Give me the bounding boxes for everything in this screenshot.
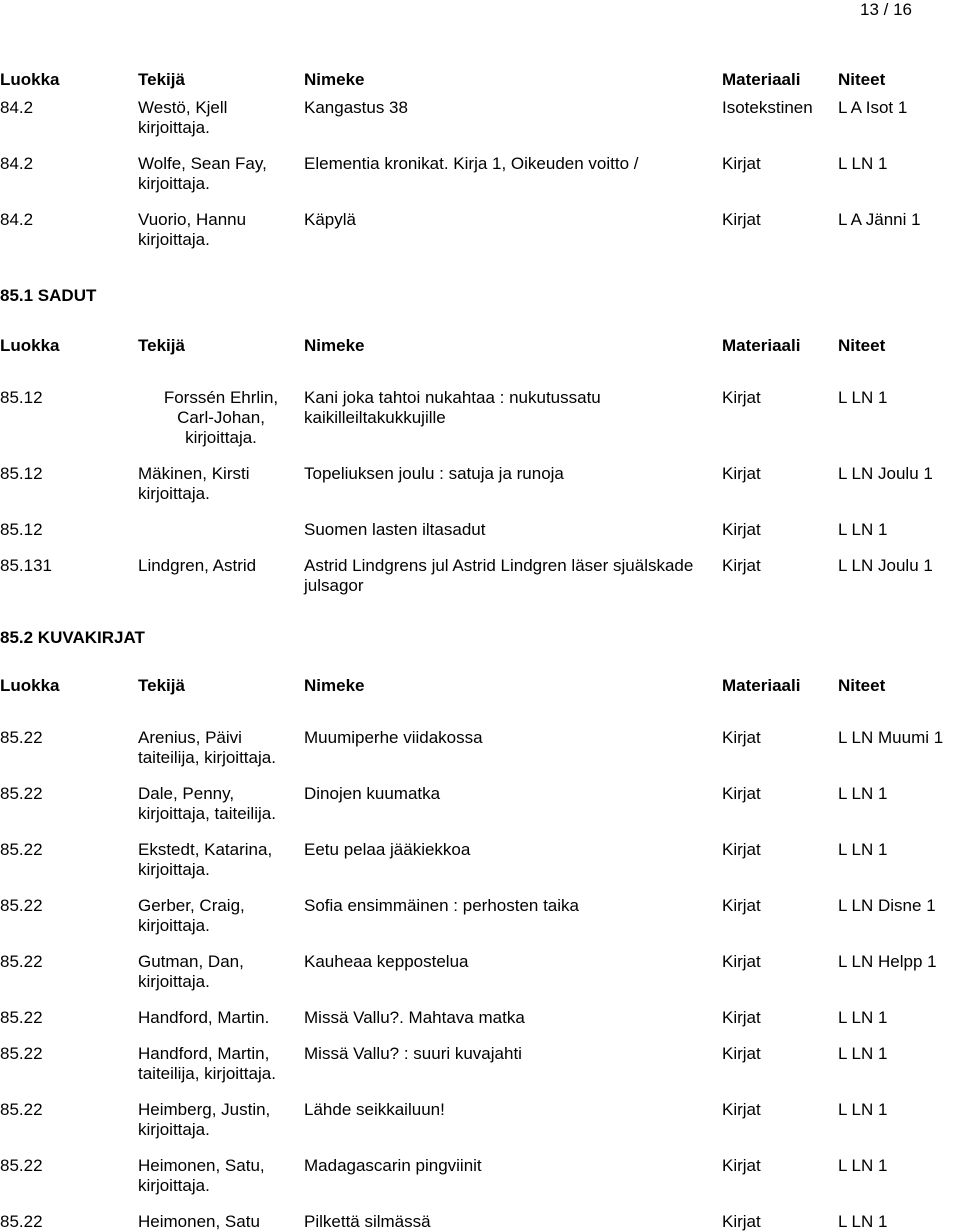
cell-nimeke bbox=[304, 728, 722, 768]
cell-luokka: 85.12 bbox=[0, 464, 43, 483]
cell-luokka: 85.12 bbox=[0, 388, 43, 407]
cell-luokka: 85.22 bbox=[0, 1156, 43, 1175]
cell-materiaali: Kirjat bbox=[722, 464, 761, 483]
table-row bbox=[0, 1008, 960, 1028]
cell-tekija bbox=[138, 784, 304, 824]
author-line: kirjoittaja. bbox=[138, 860, 210, 879]
title-line: Astrid Lindgrens jul Astrid Lindgren läser sju bbox=[304, 556, 635, 575]
cell-tekija bbox=[138, 154, 304, 194]
section-heading: 85.2 KUVAKIRJAT bbox=[0, 628, 145, 647]
author-line: Mäkinen, Kirsti bbox=[138, 464, 250, 483]
author-line: kirjoittaja. bbox=[138, 118, 210, 137]
cell-materiaali: Kirjat bbox=[722, 1044, 761, 1063]
cell-materiaali: Isotekstinen bbox=[722, 98, 813, 117]
cell-luokka: 85.22 bbox=[0, 728, 43, 747]
cell-luokka: 85.22 bbox=[0, 896, 43, 915]
author-line: kirjoittaja. bbox=[138, 972, 210, 991]
header-niteet: Niteet bbox=[838, 336, 886, 355]
header-nimeke: Nimeke bbox=[304, 676, 365, 695]
cell-luokka: 85.22 bbox=[0, 1044, 43, 1063]
author-line: Handford, Martin, bbox=[138, 1044, 270, 1063]
title-line: Missä Vallu?. Mahtava matka bbox=[304, 1008, 525, 1027]
cell-luokka: 85.22 bbox=[0, 1212, 43, 1231]
title-line: Pilkettä silmässä bbox=[304, 1212, 431, 1231]
table-row bbox=[0, 728, 960, 768]
cell-luokka: 84.2 bbox=[0, 98, 34, 117]
cell-luokka: 85.22 bbox=[0, 1008, 43, 1027]
cell-nimeke bbox=[304, 210, 722, 250]
cell-nimeke bbox=[304, 556, 722, 596]
table-row bbox=[0, 1100, 960, 1140]
cell-nimeke bbox=[304, 896, 722, 936]
cell-niteet: L LN Disne 1 bbox=[838, 896, 936, 915]
cell-materiaali: Kirjat bbox=[722, 154, 761, 173]
column-header-row bbox=[0, 336, 960, 356]
table-row bbox=[0, 464, 960, 504]
cell-luokka: 84.2 bbox=[0, 210, 34, 229]
cell-materiaali: Kirjat bbox=[722, 840, 761, 859]
author-line: Vuorio, Hannu bbox=[138, 210, 247, 229]
cell-nimeke bbox=[304, 840, 722, 880]
header-tekija: Tekijä bbox=[138, 336, 185, 355]
cell-tekija bbox=[138, 210, 304, 250]
cell-tekija bbox=[138, 896, 304, 936]
cell-nimeke bbox=[304, 464, 722, 504]
cell-tekija bbox=[138, 1212, 304, 1232]
table-row bbox=[0, 520, 960, 540]
title-line: Missä Vallu? : suuri kuvajahti bbox=[304, 1044, 522, 1063]
author-line: taiteilija, kirjoittaja. bbox=[138, 748, 276, 767]
author-line: Westö, Kjell bbox=[138, 98, 228, 117]
author-line: taiteilija, kirjoittaja. bbox=[138, 1064, 276, 1083]
cell-nimeke bbox=[304, 1156, 722, 1196]
cell-tekija bbox=[138, 98, 304, 138]
table-row bbox=[0, 98, 960, 138]
title-line: Eetu pelaa jääkiekkoa bbox=[304, 840, 471, 859]
header-tekija: Tekijä bbox=[138, 70, 185, 89]
table-row bbox=[0, 896, 960, 936]
author-line: kirjoittaja. bbox=[138, 1176, 210, 1195]
cell-tekija bbox=[138, 1008, 304, 1028]
cell-materiaali: Kirjat bbox=[722, 210, 761, 229]
author-line: Ekstedt, Katarina, bbox=[138, 840, 273, 859]
cell-nimeke bbox=[304, 1100, 722, 1140]
cell-tekija bbox=[138, 520, 304, 540]
cell-tekija bbox=[138, 952, 304, 992]
cell-luokka: 85.22 bbox=[0, 784, 43, 803]
section-heading: 85.1 SADUT bbox=[0, 286, 97, 305]
table-row bbox=[0, 1156, 960, 1196]
author-line: Heimberg, Justin, bbox=[138, 1100, 271, 1119]
cell-materiaali: Kirjat bbox=[722, 520, 761, 539]
cell-materiaali: Kirjat bbox=[722, 952, 761, 971]
author-line: Gerber, Craig, bbox=[138, 896, 245, 915]
column-header-row bbox=[0, 676, 960, 696]
cell-niteet: L LN 1 bbox=[838, 1100, 888, 1119]
header-luokka: Luokka bbox=[0, 70, 60, 89]
cell-niteet: L LN 1 bbox=[838, 520, 888, 539]
table-row bbox=[0, 210, 960, 250]
cell-nimeke bbox=[304, 520, 722, 540]
table-row bbox=[0, 952, 960, 992]
author-line: kirjoittaja. bbox=[138, 916, 210, 935]
title-line: Topeliuksen joulu : satuja ja runoja bbox=[304, 464, 564, 483]
cell-luokka: 85.22 bbox=[0, 1100, 43, 1119]
header-niteet: Niteet bbox=[838, 676, 886, 695]
author-line: Forssén Ehrlin, bbox=[163, 388, 279, 407]
header-nimeke: Nimeke bbox=[304, 70, 365, 89]
cell-niteet: L LN Joulu 1 bbox=[838, 556, 933, 575]
header-niteet: Niteet bbox=[838, 70, 886, 89]
author-line: Lindgren, Astrid bbox=[138, 556, 257, 575]
title-line: Dinojen kuumatka bbox=[304, 784, 441, 803]
header-materiaali: Materiaali bbox=[722, 336, 801, 355]
column-header-row bbox=[0, 70, 960, 90]
author-line: kirjoittaja. bbox=[185, 428, 257, 447]
cell-niteet: L LN 1 bbox=[838, 1212, 888, 1231]
title-line: iltakukkujille bbox=[355, 408, 446, 427]
title-line: Kangastus 38 bbox=[304, 98, 408, 117]
cell-niteet: L LN 1 bbox=[838, 388, 888, 407]
cell-luokka: 84.2 bbox=[0, 154, 34, 173]
cell-niteet: L LN Joulu 1 bbox=[838, 464, 933, 483]
author-line: kirjoittaja. bbox=[138, 230, 210, 249]
cell-luokka: 85.22 bbox=[0, 952, 43, 971]
header-luokka: Luokka bbox=[0, 336, 60, 355]
cell-tekija bbox=[138, 728, 304, 768]
cell-tekija bbox=[138, 464, 304, 504]
author-line: kirjoittaja, taiteilija. bbox=[138, 804, 276, 823]
cell-nimeke bbox=[304, 952, 722, 992]
cell-nimeke bbox=[304, 784, 722, 824]
cell-luokka: 85.22 bbox=[0, 840, 43, 859]
cell-materiaali: Kirjat bbox=[722, 1008, 761, 1027]
cell-niteet: L A Isot 1 bbox=[838, 98, 908, 117]
header-nimeke: Nimeke bbox=[304, 336, 365, 355]
cell-materiaali: Kirjat bbox=[722, 1156, 761, 1175]
cell-tekija bbox=[138, 388, 304, 448]
author-line: kirjoittaja. bbox=[138, 1120, 210, 1139]
header-luokka: Luokka bbox=[0, 676, 60, 695]
page-number: 13 / 16 bbox=[860, 0, 912, 19]
cell-niteet: L LN Helpp 1 bbox=[838, 952, 937, 971]
author-line: Wolfe, Sean Fay, bbox=[138, 154, 267, 173]
cell-niteet: L LN 1 bbox=[838, 1156, 888, 1175]
cell-tekija bbox=[138, 1044, 304, 1084]
cell-tekija bbox=[138, 840, 304, 880]
title-line: Muumiperhe viidakossa bbox=[304, 728, 483, 747]
title-line: Kani joka tahtoi nukahtaa : nukutussatu kaikille bbox=[304, 388, 601, 427]
author-line: kirjoittaja. bbox=[138, 484, 210, 503]
cell-niteet: L LN 1 bbox=[838, 1044, 888, 1063]
cell-materiaali: Kirjat bbox=[722, 1212, 761, 1231]
cell-tekija bbox=[138, 1100, 304, 1140]
cell-nimeke bbox=[304, 1044, 722, 1084]
cell-nimeke bbox=[304, 1008, 722, 1028]
table-row bbox=[0, 1044, 960, 1084]
title-line: Suomen lasten iltasadut bbox=[304, 520, 486, 539]
cell-niteet: L A Jänni 1 bbox=[838, 210, 921, 229]
cell-niteet: L LN 1 bbox=[838, 1008, 888, 1027]
table-row bbox=[0, 840, 960, 880]
author-line: Heimonen, Satu, bbox=[138, 1156, 265, 1175]
title-line: Käpylä bbox=[304, 210, 356, 229]
header-tekija: Tekijä bbox=[138, 676, 185, 695]
table-row bbox=[0, 388, 960, 448]
title-line: Madagascarin pingviinit bbox=[304, 1156, 482, 1175]
author-line: Gutman, Dan, bbox=[138, 952, 244, 971]
table-row bbox=[0, 154, 960, 194]
catalog-list bbox=[0, 70, 960, 1232]
table-row bbox=[0, 1212, 960, 1232]
header-materiaali: Materiaali bbox=[722, 676, 801, 695]
author-line: Arenius, Päivi bbox=[138, 728, 242, 747]
cell-nimeke bbox=[304, 98, 722, 138]
cell-niteet: L LN 1 bbox=[838, 784, 888, 803]
author-line: Handford, Martin. bbox=[138, 1008, 270, 1027]
cell-tekija bbox=[138, 556, 304, 596]
cell-niteet: L LN 1 bbox=[838, 840, 888, 859]
table-row bbox=[0, 784, 960, 824]
cell-materiaali: Kirjat bbox=[722, 388, 761, 407]
author-line: kirjoittaja. bbox=[138, 174, 210, 193]
table-row bbox=[0, 556, 960, 596]
author-line: Heimonen, Satu bbox=[138, 1212, 260, 1231]
cell-tekija bbox=[138, 1156, 304, 1196]
title-line: Sofia ensimmäinen : perhosten taika bbox=[304, 896, 579, 915]
title-line: Kauheaa keppostelua bbox=[304, 952, 469, 971]
cell-niteet: L LN Muumi 1 bbox=[838, 728, 944, 747]
cell-nimeke bbox=[304, 1212, 722, 1232]
cell-nimeke bbox=[304, 154, 722, 194]
cell-materiaali: Kirjat bbox=[722, 1100, 761, 1119]
author-line: Carl-Johan, bbox=[177, 408, 265, 427]
cell-luokka: 85.12 bbox=[0, 520, 43, 539]
cell-nimeke bbox=[304, 388, 722, 448]
title-line: Elementia kronikat. Kirja 1, Oikeuden voitto / bbox=[304, 154, 639, 173]
cell-materiaali: Kirjat bbox=[722, 728, 761, 747]
cell-niteet: L LN 1 bbox=[838, 154, 888, 173]
author-line: Dale, Penny, bbox=[138, 784, 235, 803]
cell-luokka: 85.131 bbox=[0, 556, 52, 575]
header-materiaali: Materiaali bbox=[722, 70, 801, 89]
cell-materiaali: Kirjat bbox=[722, 556, 761, 575]
cell-materiaali: Kirjat bbox=[722, 896, 761, 915]
cell-materiaali: Kirjat bbox=[722, 784, 761, 803]
title-line: älskade julsagor bbox=[304, 556, 694, 595]
title-line: Lähde seikkailuun! bbox=[304, 1100, 445, 1119]
